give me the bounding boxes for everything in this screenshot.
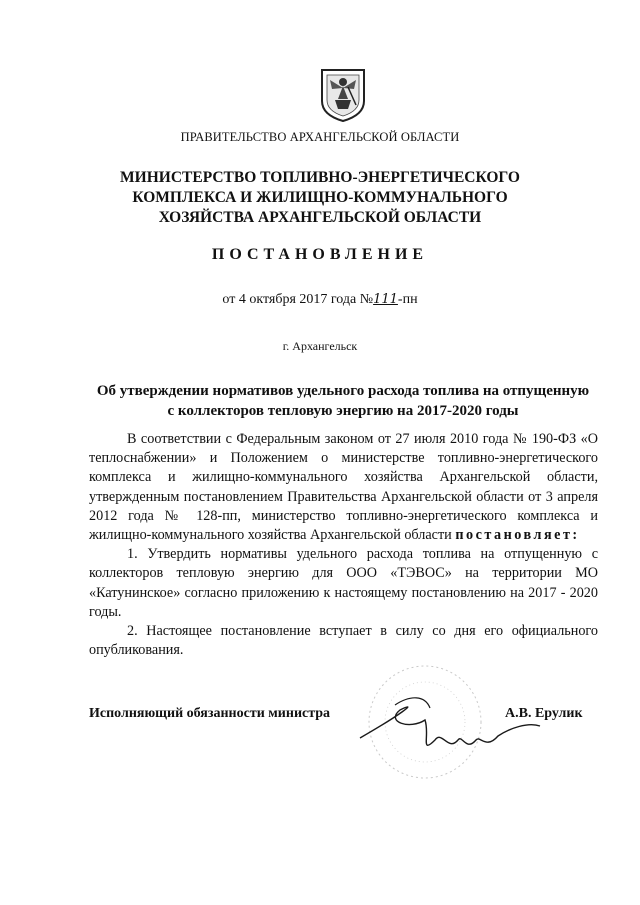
- preamble-text: В соответствии с Федеральным законом от 27 июля 2010 года № 190-ФЗ «О теплоснабжении» и Положением о министерстве топливно-энергетического комплекса и жилищно-коммунального хозяйства Архангельской области, утвержденным постановлением Правительства Архангельской области от 3 апреля 2012 года № 128-пп, министерство топливно-энергетического комплекса и жилищно-коммунального хозяйства Архангельской области: [89, 431, 598, 544]
- preamble-paragraph: [89, 430, 598, 545]
- signer-name: А.В. Ерулик: [505, 706, 583, 721]
- subject-line-1: Об утверждении нормативов удельного расхода топлива на отпущенную: [96, 383, 590, 399]
- ministry-name: [0, 168, 640, 228]
- decree-word: постановляет:: [455, 527, 580, 544]
- document-date-number: [0, 292, 640, 308]
- document-type: ПОСТАНОВЛЕНИЕ: [211, 246, 429, 263]
- ministry-line-2: КОМПЛЕКСА И ЖИЛИЩНО-КОММУНАЛЬНОГО: [132, 189, 508, 206]
- item-1-paragraph: 1. Утвердить нормативы удельного расхода топлива на отпущенную с коллекторов тепловую энергию для ООО «ТЭВОС» на территории МО «Катунинское» согласно приложению к настоящему постановлению на 2017 - 2020 годы.: [89, 546, 598, 620]
- item-2-paragraph: 2. Настоящее постановление вступает в силу со дня его официального опубликования.: [89, 623, 598, 659]
- document-body: [89, 430, 598, 660]
- issue-city: г. Архангельск: [282, 339, 358, 353]
- document-subject: [88, 381, 598, 421]
- ministry-line-1: МИНИСТЕРСТВО ТОПЛИВНО-ЭНЕРГЕТИЧЕСКОГО: [120, 169, 520, 186]
- document-date: от 4 октября 2017 года №: [222, 292, 374, 307]
- arkhangelsk-coat-of-arms-icon: [318, 67, 368, 123]
- government-name: ПРАВИТЕЛЬСТВО АРХАНГЕЛЬСКОЙ ОБЛАСТИ: [180, 130, 460, 144]
- subject-line-2: с коллекторов тепловую энергию на 2017-2020 годы: [167, 403, 519, 419]
- document-number: 111: [373, 292, 398, 307]
- signer-title: Исполняющий обязанности министра: [89, 706, 331, 721]
- handwritten-signature-icon: [330, 660, 560, 790]
- document-number-suffix: -пн: [397, 292, 418, 307]
- ministry-line-3: ХОЗЯЙСТВА АРХАНГЕЛЬСКОЙ ОБЛАСТИ: [158, 209, 482, 226]
